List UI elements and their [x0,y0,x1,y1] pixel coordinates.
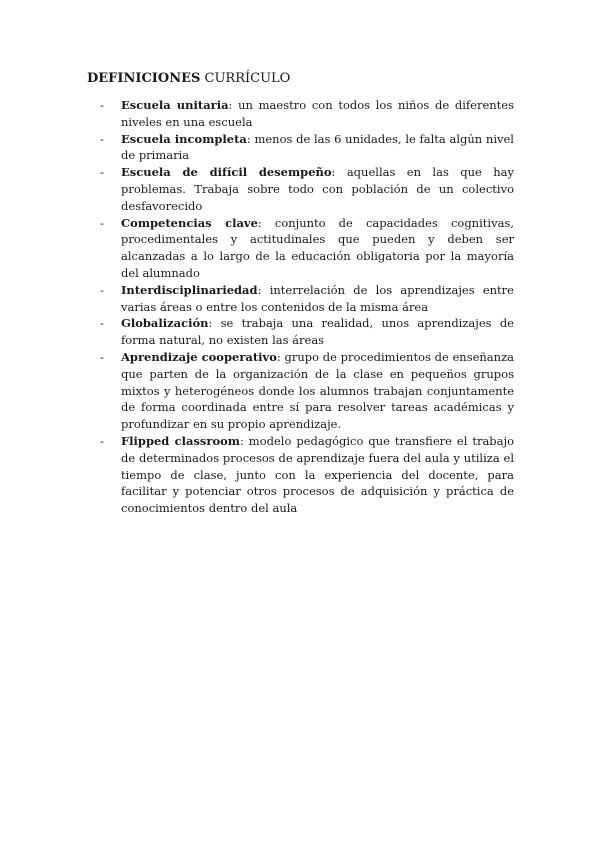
definition-item-competencias-clave [100,215,514,282]
definition-term: Escuela unitaria [121,98,229,112]
definition-text: : modelo pedagógico que transfiere el trabajo de determinados procesos de aprendizaje fuera del aula y utiliza el tiempo de clase, junto con la experiencia del docente, para facilitar y potenciar otros procesos de adquisición y práctica de conocimientos dentro del aula [121,433,515,516]
definition-item-interdisciplinariedad [100,282,514,316]
definition-item-escuela-unitaria [100,97,514,131]
definition-text: : conjunto de capacidades cognitivas, procedimentales y actitudinales que pueden y deben ser alcanzadas a lo largo de la educación obligatoria por la mayoría del alumnado [121,215,514,280]
bullet-dash: - [100,98,104,112]
definition-text: : se trabaja una realidad, unos aprendizajes de forma natural, no existen las áreas [121,316,514,348]
bullet-dash: - [100,165,104,180]
definition-text: : un maestro con todos los niños de diferentes niveles en una escuela [121,98,514,129]
definition-term: Interdisciplinariedad [121,282,258,297]
definition-term: Escuela de difícil desempeño [121,165,332,180]
bullet-dash: - [100,316,104,331]
title-bold-part: DEFINICIONES [87,71,201,86]
definition-item-aprendizaje-cooperativo [100,349,514,433]
definition-item-globalizacion [100,315,514,349]
bullet-dash: - [100,131,104,146]
definition-term: Flipped classroom [121,433,240,448]
bullet-dash: - [100,282,104,297]
definition-item-escuela-dificil-desempeno [100,164,514,214]
document-title [87,70,290,88]
definition-text: : aquellas en las que hay problemas. Trabaja sobre todo con población de un colectivo desfavorecido [121,165,514,213]
definition-term: Globalización [121,316,209,331]
definition-text: : grupo de procedimientos de enseñanza que parten de la organización de la clase en pequeños grupos mixtos y heterogéneos donde los alumnos trabajan conjuntamente de forma coordinada entre sí para resolver tareas académicas y profundizar en su propio aprendizaje. [121,349,514,432]
definitions-list [100,97,515,517]
bullet-dash: - [100,349,104,364]
definition-term: Aprendizaje cooperativo [121,349,277,364]
title-rest-part: CURRÍCULO [200,71,291,86]
definition-term: Escuela incompleta [121,131,247,146]
definition-text: : menos de las 6 unidades, le falta algún nivel de primaria [121,131,514,163]
definition-term: Competencias clave [121,215,258,230]
definition-text: : interrelación de los aprendizajes entre varias áreas o entre los contenidos de la misma área [121,282,514,314]
definition-item-escuela-incompleta [100,131,514,165]
definition-item-flipped-classroom [100,433,515,517]
bullet-dash: - [100,433,104,448]
bullet-dash: - [100,215,104,230]
